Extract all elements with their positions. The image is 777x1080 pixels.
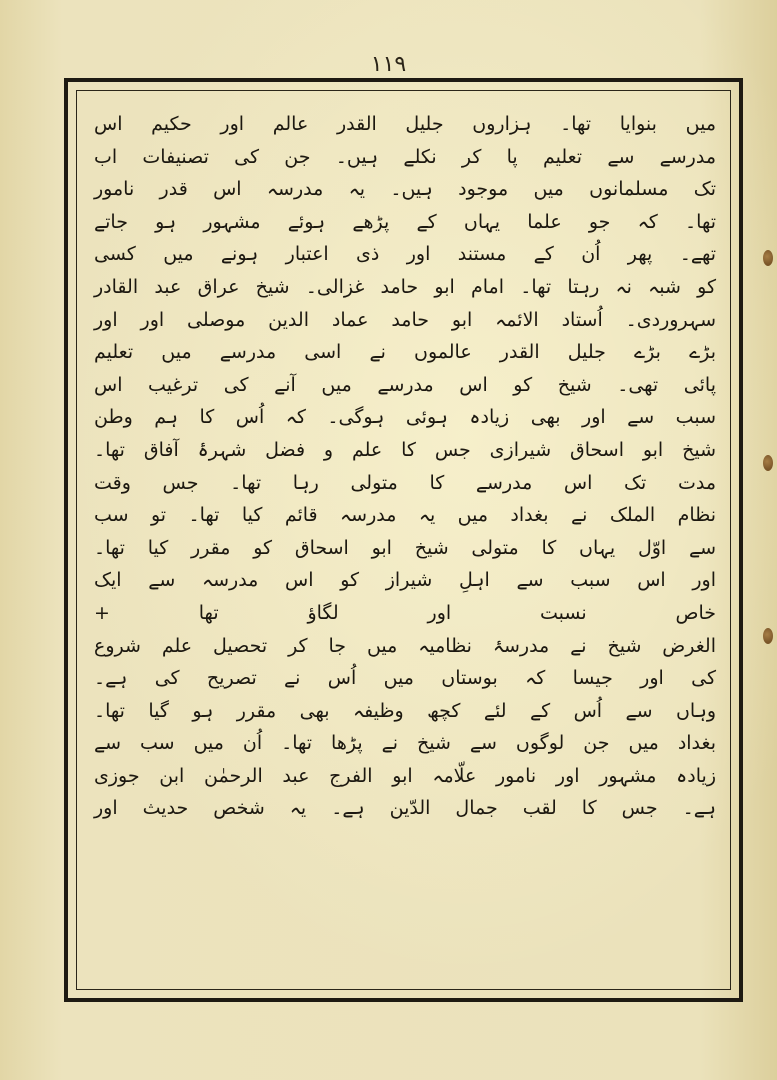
text-line: سہروردی۔ اُستاد الائمہ ابو حامد عماد الدین موصلی اور اور — [94, 308, 716, 331]
text-line: مدرسے سے تعلیم پا کر نکلے ہیں۔ جن کی تصنیفات اب — [94, 145, 716, 168]
text-line: میں بنوایا تھا۔ ہزاروں جلیل القدر عالم اور حکیم اس — [94, 113, 716, 135]
urdu-text-body — [94, 108, 716, 825]
text-line: بڑے بڑے جلیل القدر عالموں نے اسی مدرسے میں تعلیم — [94, 341, 716, 364]
text-line: زیادہ مشہور اور نامور علّامہ ابو الفرج عبد الرحمٰن ابن جوزی — [94, 764, 716, 787]
text-line: اور اس سبب سے اہلِ شیراز کو اس مدرسہ سے ایک — [94, 569, 716, 592]
text-line: شیخ ابو اسحاق شیرازی جس کا علم و فضل شہرۂ آفاق تھا۔ — [94, 438, 716, 461]
text-line: نظام الملک نے بغداد میں یہ مدرسہ قائم کیا تھا۔ تو سب — [94, 504, 716, 527]
text-line: تھا۔ کہ جو علما یہاں کے پڑھے ہوئے مشہور ہو جاتے — [94, 210, 716, 233]
text-line: بغداد میں جن لوگوں سے شیخ نے پڑھا تھا۔ اُن میں سب سے — [94, 732, 716, 755]
text-line: سے اوّل یہاں کا متولی شیخ ابو اسحاق کو مقرر کیا تھا۔ — [94, 536, 716, 559]
text-line: کو شبہ نہ رہتا تھا۔ امام ابو حامد غزالی۔ شیخ عراق عبد القادر — [94, 275, 716, 298]
text-line: وہاں سے اُس کے لئے کچھ وظیفہ بھی مقرر ہو گیا تھا۔ — [94, 699, 716, 722]
text-line: تک مسلمانوں میں موجود ہیں۔ یہ مدرسہ اس قدر نامور — [94, 178, 716, 201]
binding-hole — [763, 628, 773, 644]
page-number: ۱۱۹ — [370, 52, 407, 77]
text-line: کی اور جیسا کہ بوستاں میں اُس نے تصریح کی ہے۔ — [94, 667, 716, 690]
text-line: خاص نسبت اور لگاؤ تھا + — [94, 601, 716, 624]
text-line: ہے۔ جس کا لقب جمال الدّین ہے۔ یہ شخص حدیث اور — [94, 797, 716, 820]
binding-hole — [763, 250, 773, 266]
text-line: پائی تھی۔ شیخ کو اس مدرسے میں آنے کی ترغیب اس — [94, 373, 716, 396]
text-line: سبب سے اور بھی زیادہ ہوئی ہوگی۔ کہ اُس کا ہم وطن — [94, 406, 716, 429]
text-line: الغرض شیخ نے مدرسۂ نظامیہ میں جا کر تحصیل علم شروع — [94, 634, 716, 657]
text-line: مدت تک اس مدرسے کا متولی رہا تھا۔ جس وقت — [94, 471, 716, 494]
text-line: تھے۔ پھر اُن کے مستند اور ذی اعتبار ہونے میں کسی — [94, 243, 716, 266]
binding-hole — [763, 455, 773, 471]
